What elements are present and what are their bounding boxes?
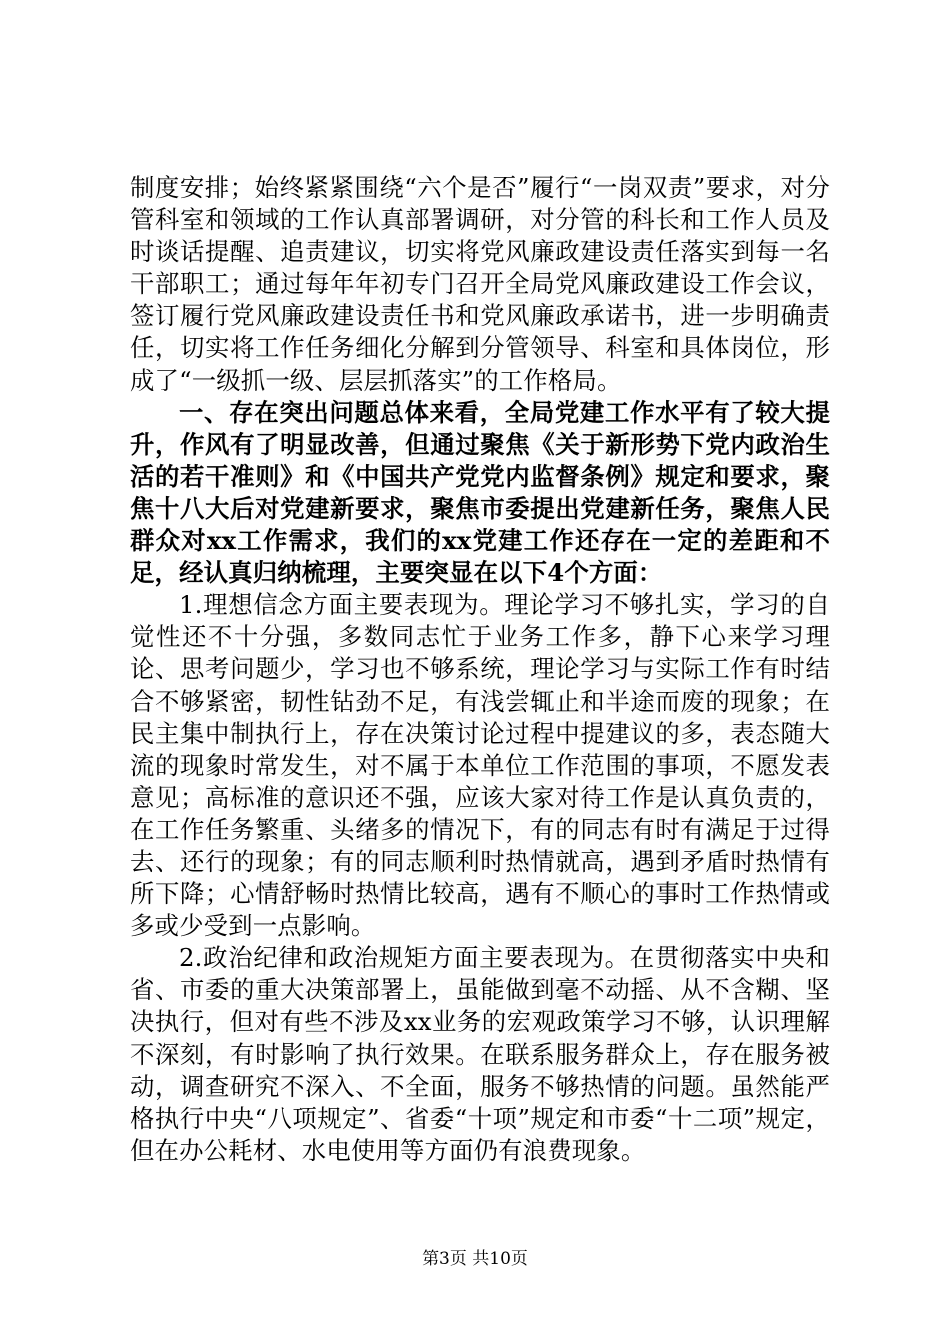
paragraph-political-discipline: 2.政治纪律和政治规矩方面主要表现为。在贯彻落实中央和省、市委的重大决策部署上，虽能做到毫不动摇、从不含糊、坚决执行，但对有些不涉及xx业务的宏观政策学习不够，认识理解不深刻，有时影响了执行效果。在联系服务群众上，存在服务被动，调查研究不深入、不全面，服务不够热情的问题。虽然能严格执行中央“八项规定”、省委“十项”规定和市委“十二项”规定，但在办公耗材、水电使用等方面仍有浪费现象。 — [130, 943, 830, 1165]
document-body — [130, 172, 830, 1167]
paragraph-ideals-belief: 1.理想信念方面主要表现为。理论学习不够扎实，学习的自觉性还不十分强，多数同志忙于业务工作多，静下心来学习理论、思考问题少，学习也不够系统，理论学习与实际工作有时结合不够紧密，韧性钻劲不足，有浅尝辄止和半途而废的现象；在民主集中制执行上，存在决策讨论过程中提建议的多，表态随大流的现象时常发生，对不属于本单位工作范围的事项，不愿发表意见；高标准的意识还不强，应该大家对待工作是认真负责的，在工作任务繁重、头绪多的情况下，有的同志有时有满足于过得去、还行的现象；有的同志顺利时热情就高，遇到矛盾时热情有所下降；心情舒畅时热情比较高，遇有不顺心的事时工作热情或多或少受到一点影响。 — [130, 590, 830, 941]
paragraph-continuation: 制度安排；始终紧紧围绕“六个是否”履行“一岗双责”要求，对分管科室和领域的工作认真部署调研，对分管的科长和工作人员及时谈话提醒、追责建议，切实将党风廉政建设责任落实到每一名干部职工；通过每年年初专门召开全局党风廉政建设工作会议，签订履行党风廉政建设责任书和党风廉政承诺书，进一步明确责任，切实将工作任务细化分解到分管领导、科室和具体岗位，形成了“一级抓一级、层层抓落实”的工作格局。 — [130, 173, 830, 395]
page-number-footer: 第3页 共10页 — [422, 1249, 528, 1269]
section-heading-paragraph: 一、存在突出问题总体来看，全局党建工作水平有了较大提升，作风有了明显改善，但通过聚焦《关于新形势下党内政治生活的若干准则》和《中国共产党党内监督条例》规定和要求，聚焦十八大后对党建新要求，聚焦市委提出党建新任务，聚焦人民群众对xx工作需求，我们的xx党建工作还存在一定的差距和不足，经认真归纳梳理，主要突显在以下4个方面： — [130, 397, 830, 588]
